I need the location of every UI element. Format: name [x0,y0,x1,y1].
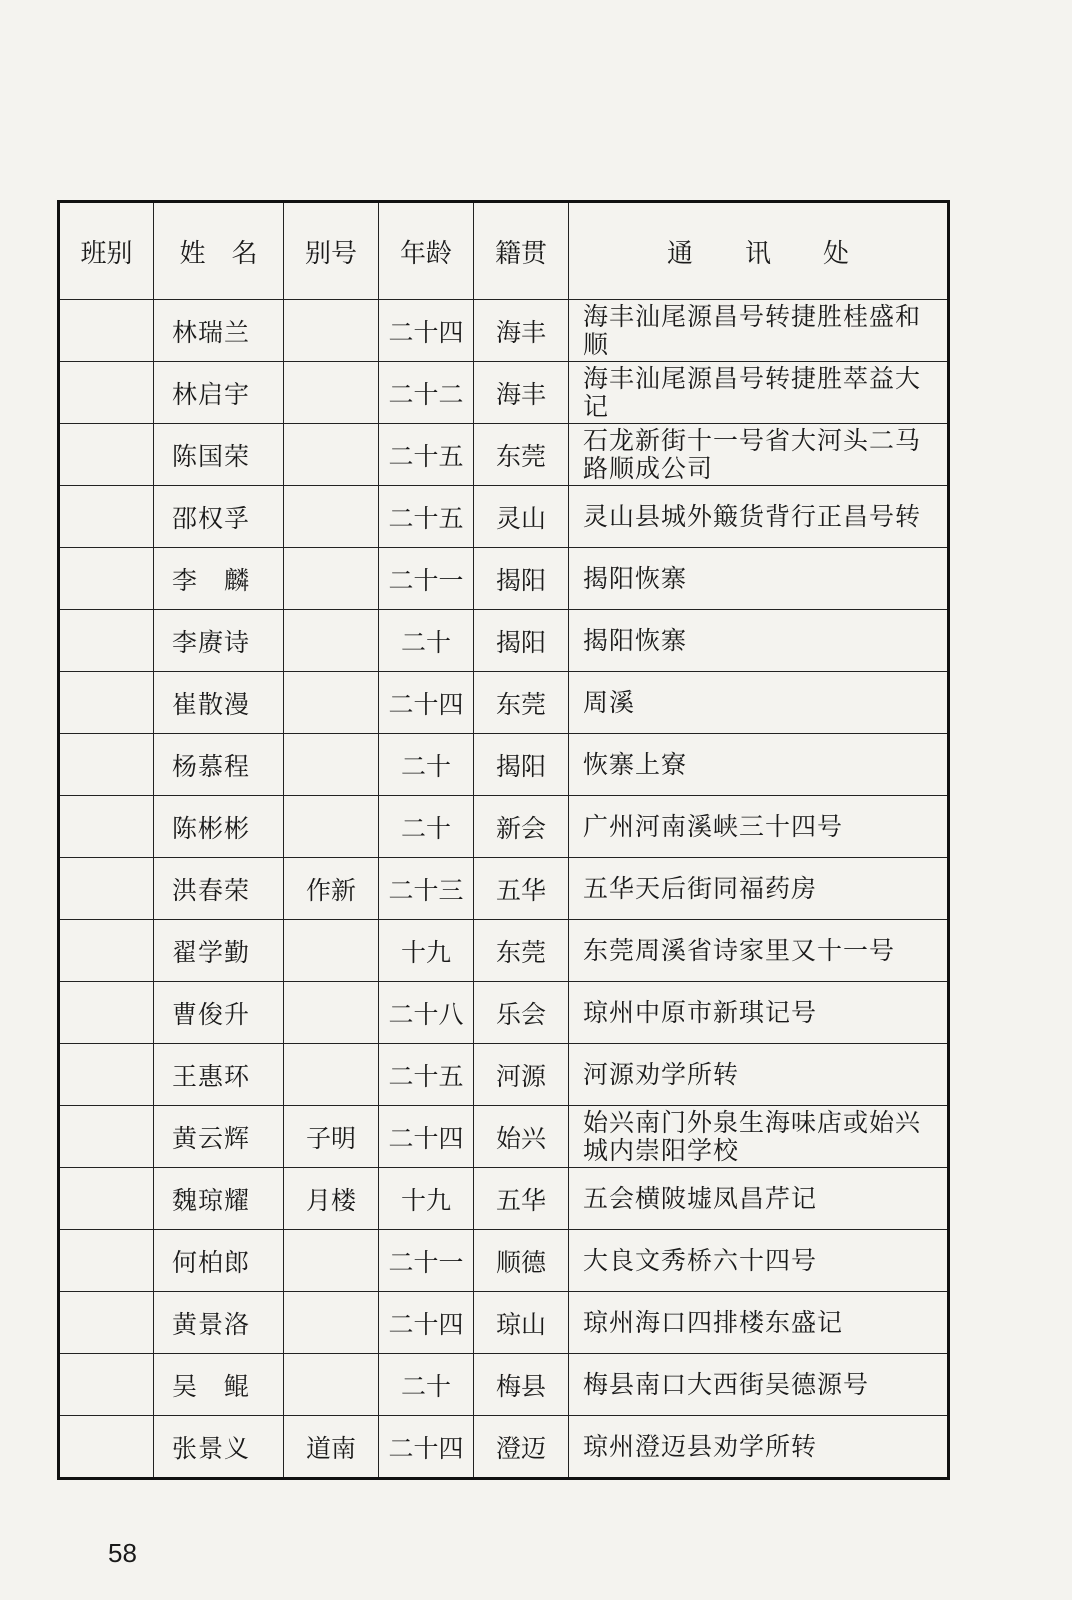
cell-class [59,486,154,548]
cell-age: 二十四 [379,300,474,362]
cell-origin: 东莞 [474,424,569,486]
cell-address: 石龙新街十一号省大河头二马路顺成公司 [569,424,949,486]
cell-origin: 五华 [474,858,569,920]
cell-alias [284,610,379,672]
table-row [59,734,949,796]
cell-name: 翟学勤 [154,920,284,982]
cell-name: 吴 鲲 [154,1354,284,1416]
cell-class [59,734,154,796]
table-body [59,300,949,1479]
table-row [59,548,949,610]
cell-age: 二十五 [379,486,474,548]
cell-age: 二十三 [379,858,474,920]
cell-age: 十九 [379,920,474,982]
cell-origin: 澄迈 [474,1416,569,1479]
cell-class [59,1354,154,1416]
cell-alias: 作新 [284,858,379,920]
cell-name: 崔散漫 [154,672,284,734]
table-row [59,1230,949,1292]
page-number: 58 [108,1538,137,1568]
cell-address: 五华天后街同福药房 [569,858,949,920]
cell-name: 张景义 [154,1416,284,1479]
cell-age: 二十一 [379,548,474,610]
header-class: 班别 [59,202,154,300]
cell-origin: 新会 [474,796,569,858]
cell-alias [284,548,379,610]
cell-class [59,1168,154,1230]
cell-class [59,1230,154,1292]
cell-alias [284,300,379,362]
cell-address: 始兴南门外泉生海味店或始兴城内崇阳学校 [569,1106,949,1168]
cell-origin: 乐会 [474,982,569,1044]
cell-name: 何柏郎 [154,1230,284,1292]
table-row [59,362,949,424]
cell-name: 洪春荣 [154,858,284,920]
cell-name: 邵权孚 [154,486,284,548]
cell-alias: 月楼 [284,1168,379,1230]
cell-address: 周溪 [569,672,949,734]
cell-age: 二十 [379,1354,474,1416]
cell-class [59,362,154,424]
cell-address: 琼州中原市新琪记号 [569,982,949,1044]
cell-address: 琼州海口四排楼东盛记 [569,1292,949,1354]
cell-class [59,1106,154,1168]
cell-alias [284,1354,379,1416]
cell-name: 王惠环 [154,1044,284,1106]
cell-name: 林瑞兰 [154,300,284,362]
cell-origin: 海丰 [474,300,569,362]
cell-origin: 揭阳 [474,610,569,672]
cell-origin: 梅县 [474,1354,569,1416]
cell-age: 二十四 [379,1292,474,1354]
cell-address: 梅县南口大西街吴德源号 [569,1354,949,1416]
cell-age: 二十一 [379,1230,474,1292]
cell-alias: 子明 [284,1106,379,1168]
cell-address: 东莞周溪省诗家里又十一号 [569,920,949,982]
cell-class [59,858,154,920]
cell-name: 曹俊升 [154,982,284,1044]
cell-class [59,672,154,734]
cell-origin: 海丰 [474,362,569,424]
cell-class [59,1044,154,1106]
cell-origin: 揭阳 [474,548,569,610]
cell-alias [284,1292,379,1354]
cell-class [59,796,154,858]
table-row [59,672,949,734]
cell-name: 陈国荣 [154,424,284,486]
cell-age: 二十五 [379,1044,474,1106]
cell-name: 陈彬彬 [154,796,284,858]
cell-address: 灵山县城外簸货背行正昌号转 [569,486,949,548]
table-header [59,202,949,300]
cell-name: 李 麟 [154,548,284,610]
cell-class [59,424,154,486]
cell-origin: 始兴 [474,1106,569,1168]
cell-origin: 灵山 [474,486,569,548]
cell-age: 二十四 [379,1416,474,1479]
table-row [59,1106,949,1168]
header-address: 通 讯 处 [569,202,949,300]
cell-name: 魏琼耀 [154,1168,284,1230]
table-row [59,1044,949,1106]
cell-alias [284,672,379,734]
cell-age: 二十 [379,734,474,796]
cell-age: 二十 [379,610,474,672]
cell-age: 二十五 [379,424,474,486]
cell-name: 黄云辉 [154,1106,284,1168]
cell-alias: 道南 [284,1416,379,1479]
cell-name: 黄景洛 [154,1292,284,1354]
table-row [59,796,949,858]
cell-class [59,548,154,610]
cell-origin: 东莞 [474,920,569,982]
cell-age: 十九 [379,1168,474,1230]
cell-alias [284,362,379,424]
header-age: 年龄 [379,202,474,300]
cell-alias [284,1044,379,1106]
header-alias: 别号 [284,202,379,300]
cell-alias [284,796,379,858]
cell-name: 李赓诗 [154,610,284,672]
table-row [59,1168,949,1230]
header-origin: 籍贯 [474,202,569,300]
cell-age: 二十四 [379,672,474,734]
cell-age: 二十二 [379,362,474,424]
cell-alias [284,734,379,796]
table-row [59,610,949,672]
cell-alias [284,1230,379,1292]
table-row [59,300,949,362]
table-row [59,982,949,1044]
cell-origin: 顺德 [474,1230,569,1292]
table-row [59,1416,949,1479]
cell-alias [284,982,379,1044]
table-row [59,1292,949,1354]
cell-address: 恢寨上寮 [569,734,949,796]
cell-age: 二十四 [379,1106,474,1168]
cell-class [59,610,154,672]
cell-address: 揭阳恢寨 [569,610,949,672]
cell-address: 揭阳恢寨 [569,548,949,610]
table-row [59,486,949,548]
table-row [59,920,949,982]
cell-origin: 东莞 [474,672,569,734]
cell-origin: 五华 [474,1168,569,1230]
cell-class [59,920,154,982]
header-name: 姓 名 [154,202,284,300]
cell-address: 河源劝学所转 [569,1044,949,1106]
cell-age: 二十 [379,796,474,858]
cell-class [59,300,154,362]
cell-name: 杨慕程 [154,734,284,796]
cell-address: 海丰汕尾源昌号转捷胜桂盛和顺 [569,300,949,362]
cell-address: 五会横陂墟凤昌芹记 [569,1168,949,1230]
cell-class [59,982,154,1044]
cell-origin: 琼山 [474,1292,569,1354]
roster-table [57,200,950,1480]
cell-class [59,1292,154,1354]
cell-age: 二十八 [379,982,474,1044]
cell-alias [284,424,379,486]
cell-origin: 河源 [474,1044,569,1106]
cell-address: 广州河南溪峡三十四号 [569,796,949,858]
cell-origin: 揭阳 [474,734,569,796]
cell-alias [284,920,379,982]
cell-address: 海丰汕尾源昌号转捷胜萃益大记 [569,362,949,424]
cell-alias [284,486,379,548]
cell-address: 大良文秀桥六十四号 [569,1230,949,1292]
cell-class [59,1416,154,1479]
cell-address: 琼州澄迈县劝学所转 [569,1416,949,1479]
table-row [59,424,949,486]
table-row [59,858,949,920]
cell-name: 林启宇 [154,362,284,424]
table-row [59,1354,949,1416]
